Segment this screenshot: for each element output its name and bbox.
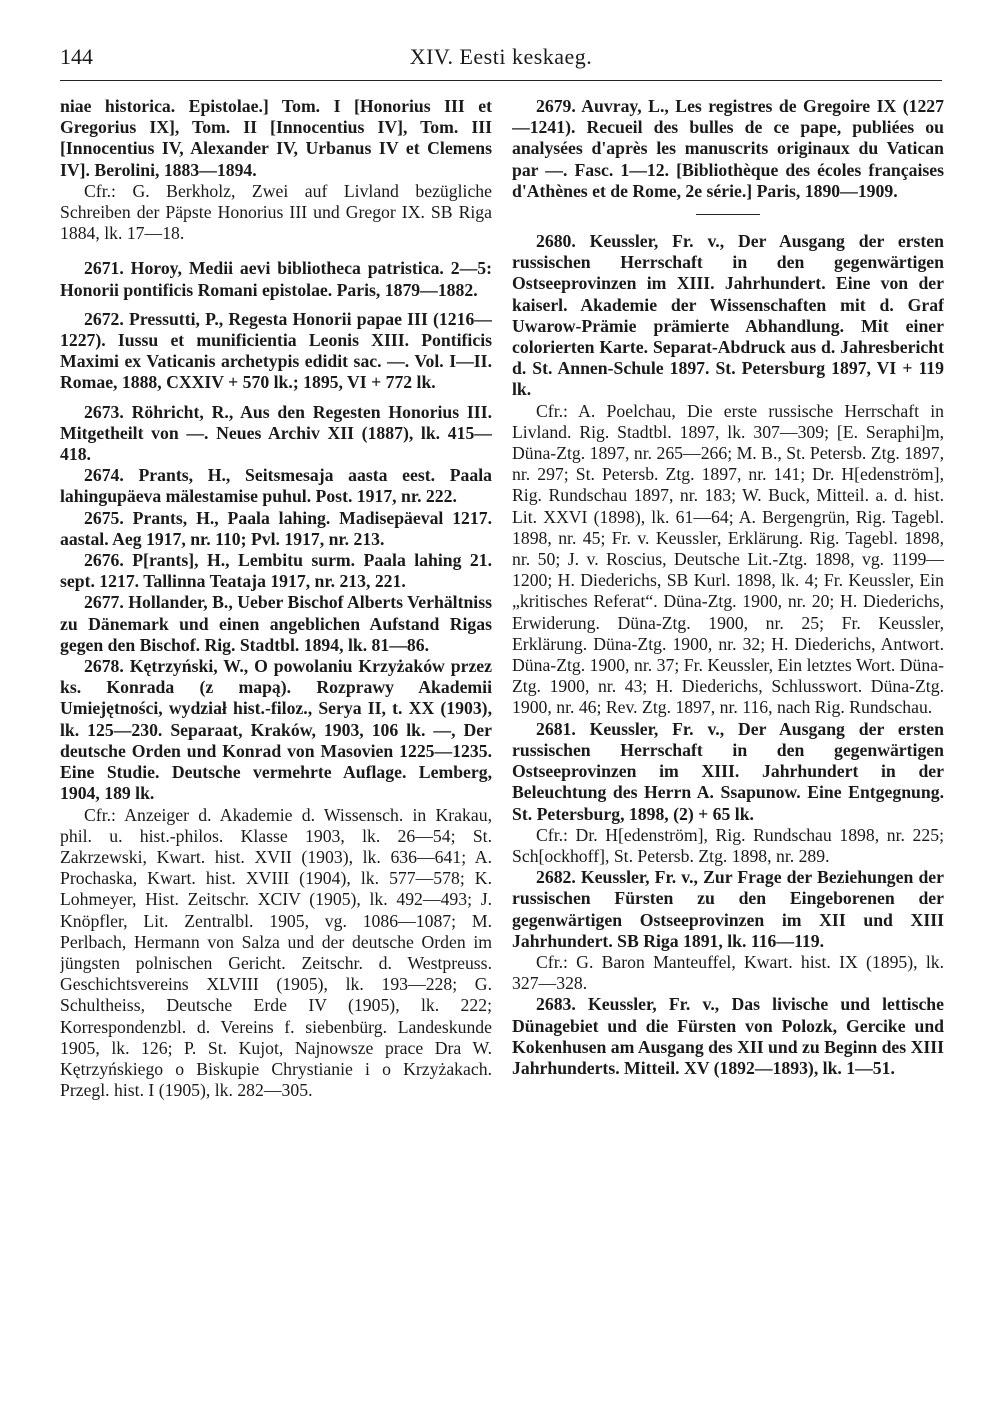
entry-2674: 2674. Prants, H., Seitsmesaja aasta eest. Paala lahingupäeva mälestamise puhul. Post. 1917, nr. 222. [60, 465, 492, 507]
cfr-note: Cfr.: Anzeiger d. Akademie d. Wissensch. in Krakau, phil. u. hist.-philos. Klasse 1903, lk. 26—54; St. Zakrzewski, Kwart. hist. XVII (1903), lk. 636—641; A. Prochaska, Kwart. hist. XVIII (1904), lk. 577—578; K. Lohmeyer, Hist. Zeitschr. XCIV (1905), lk. 492—493; J. Knöpfler, Lit. Zentralbl. 1905, vg. 1086—1087; M. Perlbach, Hermann von Salza und der deutsche Orden im jüngsten polnischen Gericht. Zeitschr. d. Westpreuss. Geschichtsvereins XLVIII (1905), lk. 193—228; G. Schultheiss, Deutsche Erde IV (1905), lk. 222; Korrespondenzbl. d. Vereins f. siebenbürg. Landeskunde 1905, lk. 126; P. St. Kujot, Najnowsze prace Dra W. Kętrzyńskiego o Biskupie Chrystianie i o Krzyżakach. Przegl. hist. I (1905), lk. 282—305. [60, 804, 492, 1101]
entry-2676: 2676. P[rants], H., Lembitu surm. Paala lahing 21. sept. 1217. Tallinna Teataja 1917, nr. 213, 221. [60, 550, 492, 592]
entry-2680: 2680. Keussler, Fr. v., Der Ausgang der ersten russischen Herrschaft in den gegenwärtigen Ostseeprovinzen im XIII. Jahrhundert. Eine von der kaiserl. Akademie der Wissenschaften mit d. Graf Uwarow-Prämie prämierte Abhandlung. Mit einer colorierten Karte. Separat-Abdruck aus d. Jahresbericht d. St. Annen-Schule 1897. St. Petersburg 1897, VI + 119 lk. [512, 231, 944, 400]
cfr-note: Cfr.: G. Baron Manteuffel, Kwart. hist. IX (1895), lk. 327—328. [512, 951, 944, 994]
entry-2673: 2673. Röhricht, R., Aus den Regesten Honorius III. Mitgetheilt von —. Neues Archiv XII (1887), lk. 415—418. [60, 401, 492, 465]
page-header [60, 38, 942, 74]
entry-2683: 2683. Keussler, Fr. v., Das livische und lettische Dünagebiet und die Fürsten von Polozk, Gercike und Kokenhusen am Ausgang des XII und zu Beginn des XIII Jahrhunderts. Mitteil. XV (1892—1893), lk. 1—51. [512, 994, 944, 1078]
entry-2671: 2671. Horoy, Medii aevi bibliotheca patristica. 2—5: Honorii pontificis Romani epistolae. Paris, 1879—1882. [60, 258, 492, 300]
header-divider [60, 80, 942, 81]
entry-continuation: niae historica. Epistolae.] Tom. I [Honorius III et Gregorius IX], Tom. II [Innocentius IV], Tom. III [Innocentius IV, Alexander IV, Urbanus IV et Clemens IV]. Berolini, 1883—1894. [60, 96, 492, 180]
cfr-note: Cfr.: Dr. H[edenström], Rig. Rundschau 1898, nr. 225; Sch[ockhoff], St. Petersb. Ztg. 1898, nr. 289. [512, 824, 944, 866]
running-title: XIV. Eesti keskaeg. [409, 44, 593, 69]
cfr-note: Cfr.: A. Poelchau, Die erste russische Herrschaft in Livland. Rig. Stadtbl. 1897, lk. 307—309; [E. Seraphi]m, Düna-Ztg. 1897, nr. 265—266; M. B., St. Petersb. Ztg. 1897, nr. 297; St. Petersb. Ztg. 1897, nr. 141; Dr. H[edenström], Rig. Rundschau 1897, nr. 183; W. Buck, Mitteil. a. d. hist. Lit. XXVI (1898), lk. 61—64; A. Bergengrün, Rig. Tagebl. 1898, nr. 45; Fr. v. Keussler, Erklärung. Rig. Tagebl. 1898, nr. 50; J. v. Roscius, Deutsche Lit.-Ztg. 1898, vg. 1199—1200; H. Diederichs, SB Kurl. 1898, lk. 4; Fr. Keussler, Ein „kritisches Referat“. Düna-Ztg. 1900, nr. 20; H. Diederichs, Erwiderung. Düna-Ztg. 1900, nr. 25; Fr. Keussler, Erklärung. Düna-Ztg. 1900, nr. 32; H. Diederichs, Antwort. Düna-Ztg. 1900, nr. 37; Fr. Keussler, Ein letztes Wort. Düna-Ztg. 1900, nr. 43; H. Diederichs, Schlusswort. Düna-Ztg. 1900, nr. 46; Rev. Ztg. 1897, nr. 116, nach Rig. Rundschau. [512, 400, 944, 718]
entry-2681: 2681. Keussler, Fr. v., Der Ausgang der ersten russischen Herrschaft in den gegenwärtigen Ostseeprovinzen im XIII. Jahrhundert in der Beleuchtung des Herrn A. Ssapunow. Eine Entgegnung. St. Petersburg, 1898, (2) + 65 lk. [512, 718, 944, 824]
entry-2679: 2679. Auvray, L., Les registres de Gregoire IX (1227—1241). Recueil des bulles de ce pape, publiées ou analysées d'après les manuscrits originaux du Vatican par —. Fasc. 1—12. [Bibliothèque des écoles françaises d'Athènes et de Rome, 2e série.] Paris, 1890—1909. [512, 96, 944, 201]
entry-2677: 2677. Hollander, B., Ueber Bischof Alberts Verhältniss zu Dänemark und einen angeblichen Aufstand Rigas gegen den Bischof. Rig. Stadtbl. 1894, lk. 81—86. [60, 592, 492, 655]
section-divider [696, 214, 760, 215]
cfr-note: Cfr.: G. Berkholz, Zwei auf Livland bezügliche Schreiben der Päpste Honorius III und Gregor IX. SB Riga 1884, lk. 17—18. [60, 180, 492, 244]
entry-2682: 2682. Keussler, Fr. v., Zur Frage der Beziehungen der russischen Fürsten zu den Eingeborenen der gegenwärtigen Ostseeprovinzen im XII und XIII Jahrhundert. SB Riga 1891, lk. 116—119. [512, 867, 944, 951]
entry-2675: 2675. Prants, H., Paala lahing. Madisepäeval 1217. aastal. Aeg 1917, nr. 110; Pvl. 1917, nr. 213. [60, 507, 492, 549]
left-column [60, 96, 492, 1396]
entry-2678: 2678. Kętrzyński, W., O powolaniu Krzyżaków przez ks. Konrada (z mapą). Rozprawy Akademii Umiejętności, wydział hist.-filoz., Serya II, t. XX (1903), lk. 125—230. Separaat, Kraków, 1903, 106 lk. —, Der deutsche Orden und Konrad von Masovien 1225—1235. Eine Studie. Deutsche vermehrte Auflage. Lemberg, 1904, 189 lk. [60, 656, 492, 804]
right-column [512, 96, 944, 1396]
entry-2672: 2672. Pressutti, P., Regesta Honorii papae III (1216—1227). Iussu et munificientia Leonis XIII. Pontificis Maximi ex Vaticanis archetypis edidit sac. —. Vol. I—II. Romae, 1888, CXXIV + 570 lk.; 1895, VI + 772 lk. [60, 308, 492, 393]
page-number: 144 [60, 44, 93, 69]
